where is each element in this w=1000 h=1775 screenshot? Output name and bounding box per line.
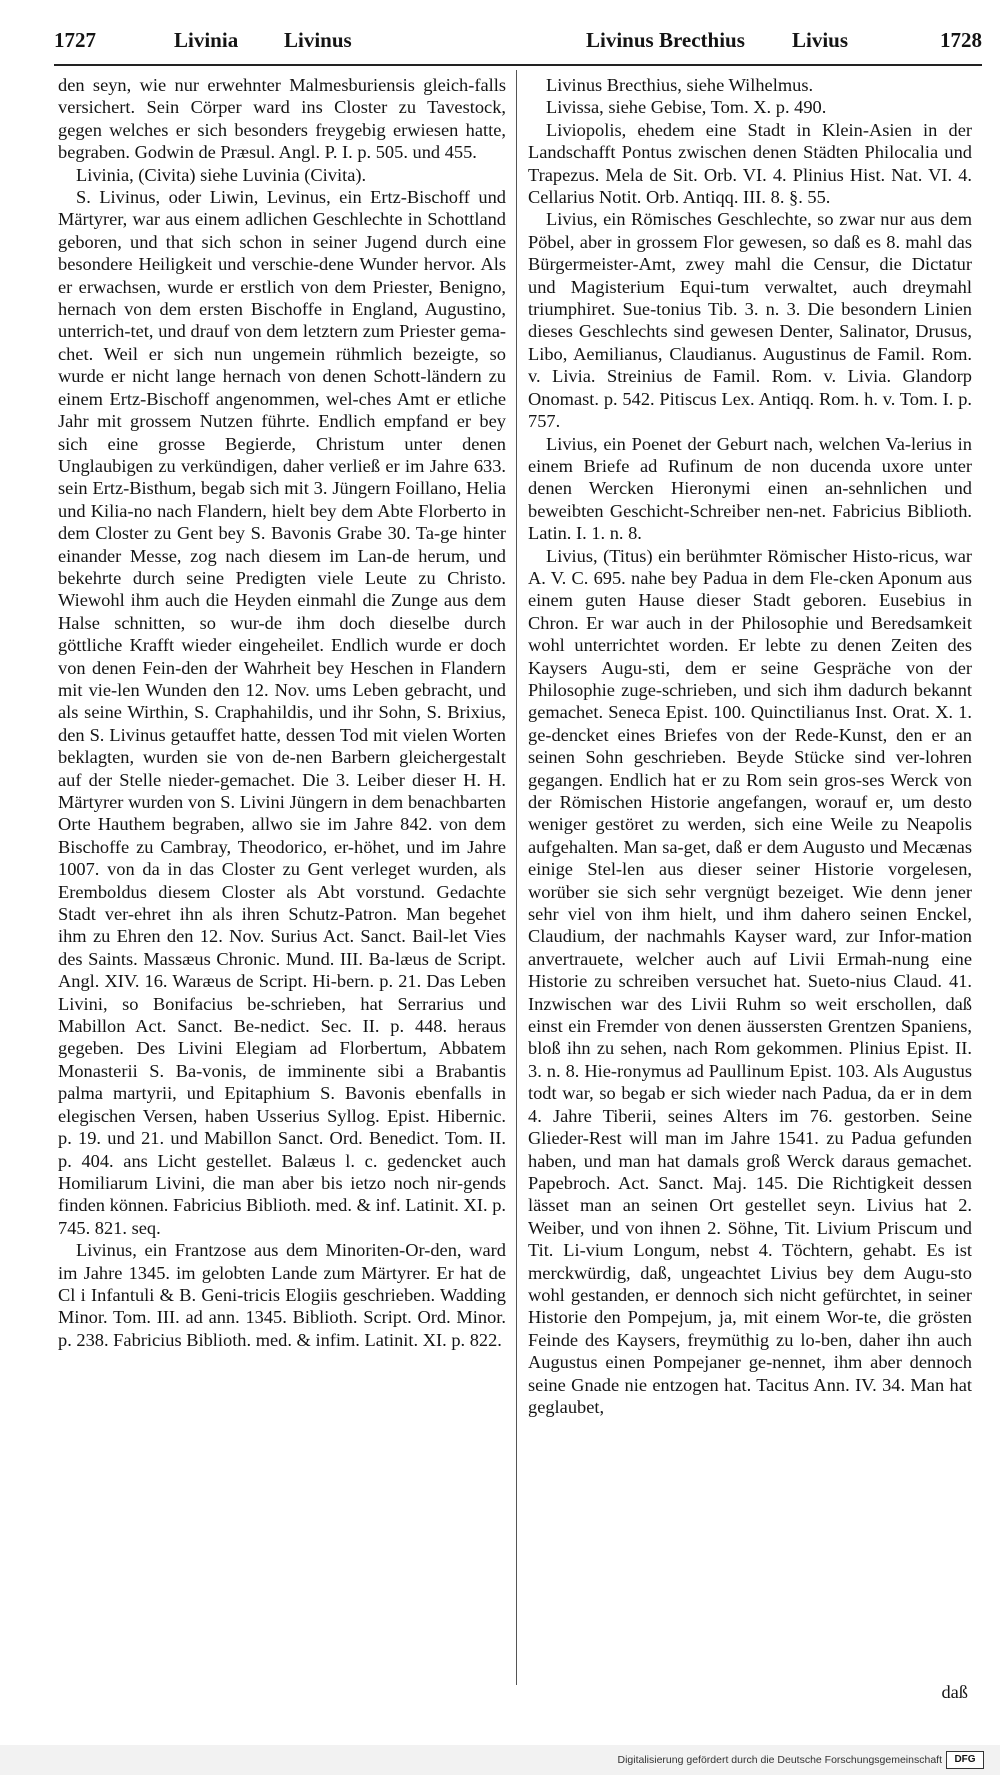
entry-paragraph: Liviopolis, ehedem eine Stadt in Klein-Asien in der Landschafft Pontus zwischen denen Städten Philocalia und Trapezus. Mela de Sit. Orb. VI. 4. Plinius Hist. Nat. VI. 4. Cellarius Notit. Orb. Antiqq. III. 8. §. 55. [528, 119, 972, 208]
entry-paragraph: Livius, (Titus) ein berühmter Römischer Histo-ricus, war A. V. C. 695. nahe bey Padua in dem Fle-cken Aponum aus einem guten Hause dieser Stadt geboren. Eusebius in Chron. Er war auch in der Philosophie und Beredsamkeit wohl unterrichtet worden. Er lebte zu denen Zeiten des Kaysers Augu-sti, dem er seine Gespräche von der Philosophie zuge-schrieben, und sich ihm dadurch bekannt gemachet. Seneca Epist. 100. Quinctilianus Inst. Orat. X. 1. ge-dencket eines Briefes von der Rede-Kunst, den er an seinen Sohn geschrieben. Beyde Stücke sind ver-lohren gegangen. Endlich hat er zu Rom sein gros-ses Werck von der Römischen Historie angefangen, worauf er, um desto weniger gestöret zu werden, sich eine Weile zu Neapolis aufgehalten. Man sa-get, daß er dem Augusto und Mecænas einige Stel-len aus dieser seiner Historie vorgelesen, worüber sie sich sehr vergnügt bezeiget. Wie denn jener sehr viel von ihm hielt, und ihm dahero seinen Enckel, Claudium, der nachmahls Kayser ward, zur Infor-mation anvertrauete, welcher auch auf Livii Ermah-nung eine Historie zu schreiben versuchet hat. Sueto-nius Claud. 41. Inzwischen war des Livii Ruhm so weit erschollen, daß einst ein Fremder von denen äussersten Grentzen Spaniens, bloß ihn zu sehen, nach Rom gekommen. Plinius Epist. II. 3. n. 8. Hie-ronymus ad Paullinum Epist. 103. Als Augustus todt war, so begab er sich wieder nach Padua, da er in dem 4. Jahre Tiberii, seines Alters im 76. gestorben. Seine Glieder-Rest will man im Jahre 1541. zu Padua gefunden haben, und man hat damals groß Werck daraus gemachet. Papebroch. Act. Sanct. Maj. 145. Die Richtigkeit dessen lässet man an seinen Ort gestellet seyn. Livius hat 2. Weiber, und von ihnen 2. Söhne, Tit. Livium Priscum und Tit. Li-vium Longum, nebst 4. Töchtern, gehabt. Es ist merckwürdig, daß, ungeachtet Livius bey dem Augu-sto wohl gestanden, er dennoch sich nicht gefürchtet, in seiner Historie den Pompejum, ja, mit einem Wor-te, die grösten Feinde des Kaysers, freymüthig zu lo-ben, daher ihn auch Augustus einen Pompejaner ge-nennet, ihm aber dennoch seine Gnade nie entzogen hat. Tacitus Ann. IV. 34. Man hat geglaubet, [528, 545, 972, 1417]
running-header [54, 18, 982, 62]
column-separator [516, 70, 517, 1685]
right-column [528, 74, 972, 1418]
entry-paragraph: Livinus, ein Frantzose aus dem Minoriten-Or-den, ward im Jahre 1345. im gelobten Lande zum Märtyrer. Er hat de Cl i Infantuli & B. Geni-tricis Elogiis geschrieben. Wadding Minor. Tom. III. ad ann. 1345. Biblioth. Script. Ord. Minor. p. 238. Fabricius Biblioth. med. & infim. Latinit. XI. p. 822. [58, 1240, 506, 1350]
page-number-left: 1727 [54, 28, 96, 52]
digitization-footer [0, 1745, 1000, 1775]
entry-paragraph: den seyn, wie nur erwehnter Malmesburiensis gleich-falls versichert. Sein Cörper ward ins Closter zu Tavestock, gegen welches er sich besonders freygebig erwiesen hatte, begraben. Godwin de Præsul. Angl. P. I. p. 505. und 455. [58, 75, 506, 163]
header-rule [54, 64, 982, 66]
entry-paragraph: Livinus Brecthius, siehe Wilhelmus. [546, 75, 814, 95]
running-title-right-1: Livinus Brecthius [586, 28, 745, 52]
entry-paragraph: S. Livinus, oder Liwin, Levinus, ein Ertz-Bischoff und Märtyrer, war aus einem adlichen Geschlechte in Schottland geboren, und that sich schon in seiner Jugend durch eine besondere Heiligkeit und verschie-dene Wunder hervor. Als er erwachsen, wurde er erstlich von dem Priester, Benigno, hernach von dem ersten Bischoffe in England, Augustino, unterrich-tet, und drauf von dem letztern zum Priester gema-chet. Weil er sich nun ungemein rühmlich bezeigte, so wurde er nicht lange hernach von denen Schott-ländern zu einem Ertz-Bischoff angenommen, wel-ches Amt er etliche Jahr mit grossem Nutzen führte. Endlich empfand er bey sich eine grosse Begierde, Christum unter denen Unglaubigen zu verkündigen, daher verließ er im Jahre 633. sein Ertz-Bisthum, begab sich mit 3. Jüngern Foillano, Helia und Kilia-no nach Flandern, hielt bey dem Abte Florberto in dem Closter zu Gent bey S. Bavonis Grabe 30. Ta-ge hinter einander Messe, zog nach diesem im Lan-de herum, und bekehrte durch seine Predigten viele Leute zu Christo. Wiewohl ihm auch die Heyden einmahl die Zunge aus dem Halse schnitten, so wur-de ihm doch dieselbe durch göttliche Krafft wieder eingeheilet. Endlich wurde er doch von denen Fein-den der Wahrheit bey Heschen in Flandern mit vie-len Wunden den 12. Nov. ums Leben gebracht, und als seine Wirthin, S. Craphahildis, und ihr Sohn, S. Brixius, den S. Livinus getauffet hatte, dessen Tod mit vielen Worten beklagten, wurden sie von de-nen Barbern gleichergestalt auf der Stelle nieder-gemachet. Die 3. Leiber dieser H. H. Märtyrer wurden von S. Livini Jüngern in dem benachbarten Orte Hauthem begraben, allwo sie im Jahre 842. von dem Bischoffe zu Cambray, Theodorico, er-höhet, und im Jahre 1007. von da in das Closter zu Gent verleget wurden, als Eremboldus diesem Closter als Abt vorstund. Gedachte Stadt ver-ehret ihn als ihren Schutz-Patron. Man begehet ihm zu Ehren den 12. Nov. Surius Act. Sanct. Bail-let Vies des Saints. Massæus Chronic. Mund. III. Ba-læus de Script. Angl. XIV. 16. Waræus de Script. Hi-bern. p. 21. Das Leben Livini, so Bonifacius be-schrieben, hat Serrarius und Mabillon Act. Sanct. Be-nedict. Sec. II. p. 448. heraus gegeben. Des Livini Elegiam ad Florbertum, Abbatem Monasterii S. Ba-vonis, de imminente sibi a Brabantis palma martyrii, und Epitaphium S. Bavonis ebenfalls in elegischen Versen, haben Usserius Syllog. Epist. Hibernic. p. 19. und 21. und Mabillon Sanct. Ord. Benedict. Tom. II. p. 404. ans Licht gestellet. Balæus l. c. gedencket auch Homiliarum Livini, die man aber bis ietzo noch nir-gends finden können. Fabricius Biblioth. med. & inf. Latinit. XI. p. 745. 821. seq. [58, 187, 506, 1238]
entry-paragraph: Livinia, (Civita) siehe Luvinia (Civita). [76, 164, 367, 185]
running-title-left-2: Livinus [284, 28, 352, 52]
funding-credit: Digitalisierung gefördert durch die Deutsche Forschungsgemeinschaft [617, 1754, 942, 1766]
dfg-logo: DFG [946, 1751, 984, 1769]
running-title-left-1: Livinia [174, 28, 239, 52]
entry-paragraph: Livius, ein Römisches Geschlechte, so zwar nur aus dem Pöbel, aber in grossem Flor gewesen, so daß es 8. mahl das Bürgermeister-Amt, zwey mahl die Censur, die Dictatur und Magisterium Equi-tum verwaltet, auch dreymahl triumphiret. Sue-tonius Tib. 3. n. 3. Die besondern Linien dieses Geschlechts sind gewesen Denter, Salinator, Drusus, Libo, Aemilianus, Claudianus. Augustinus de Famil. Rom. v. Livia. Streinius de Famil. Rom. v. Livia. Glandorp Onomast. p. 542. Pitiscus Lex. Antiqq. Rom. h. v. Tom. I. p. 757. [528, 209, 972, 432]
running-title-right-2: Livius [792, 28, 849, 52]
entry-paragraph: Livius, ein Poenet der Geburt nach, welchen Va-lerius in einem Briefe ad Rufinum de non ducenda uxore unter denen Wercken Hieronymi einen an-sehnlichen und beweibten Geschicht-Schreiber nen-net. Fabricius Biblioth. Latin. I. 1. n. 8. [528, 433, 972, 544]
page-number-right: 1728 [940, 28, 982, 52]
left-column [58, 74, 506, 1351]
catchword: daß [941, 1682, 968, 1702]
entry-paragraph: Livissa, siehe Gebise, Tom. X. p. 490. [546, 97, 827, 118]
